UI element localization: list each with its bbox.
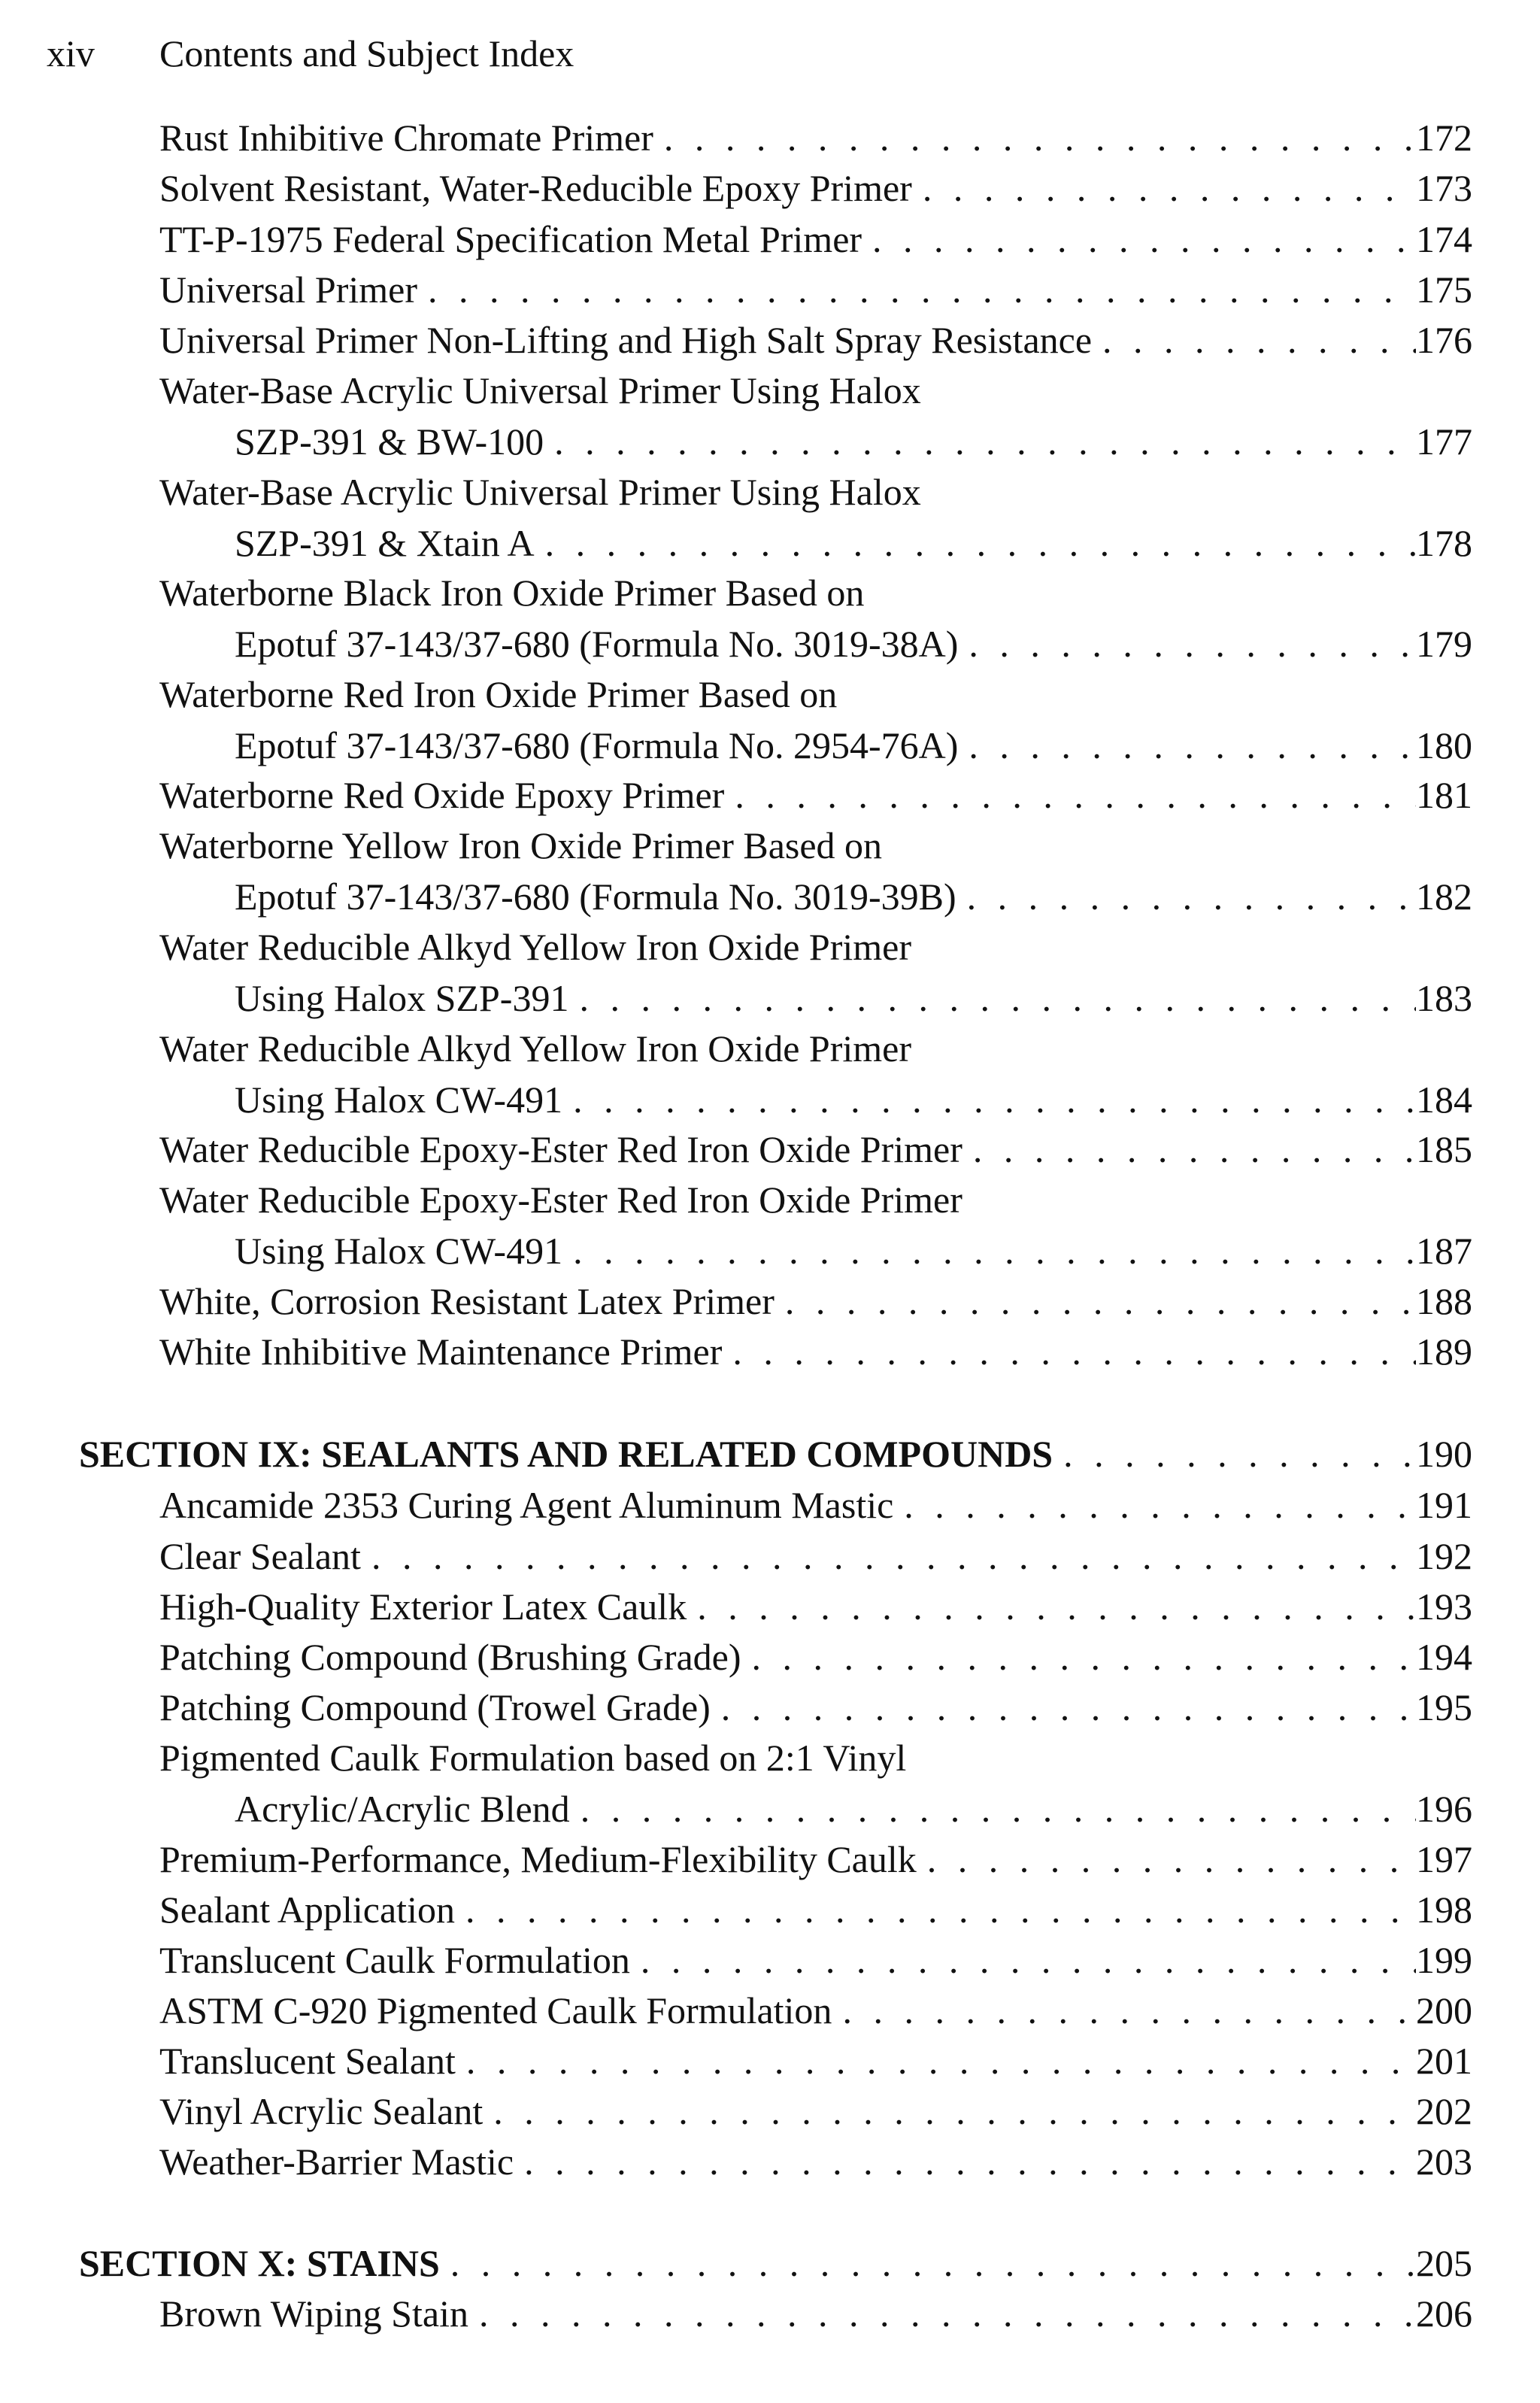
toc-page-number: 175 xyxy=(1416,269,1472,311)
toc-entry-title-continuation: Using Halox CW-491 xyxy=(235,1230,563,1272)
dot-leader xyxy=(361,1531,1416,1582)
dot-leader xyxy=(741,1631,1416,1682)
dot-leader xyxy=(862,214,1416,265)
toc-page-number: 192 xyxy=(1416,1535,1472,1577)
dot-leader xyxy=(711,1682,1416,1733)
toc-entry-title: Waterborne Yellow Iron Oxide Primer Based on xyxy=(159,824,883,866)
header-page-number: xiv xyxy=(47,32,95,74)
toc-entry xyxy=(159,162,1472,214)
toc-entry-title: Water Reducible Epoxy-Ester Red Iron Oxide Primer xyxy=(159,1128,962,1170)
toc-page-number: 193 xyxy=(1416,1585,1472,1628)
toc-page-number: 195 xyxy=(1416,1686,1472,1728)
toc-entry-title-continuation: Epotuf 37-143/37-680 (Formula No. 3019-38A) xyxy=(235,623,959,665)
toc-entry xyxy=(159,2288,1472,2339)
dot-leader xyxy=(724,769,1416,821)
toc-entry-title: Water-Base Acrylic Universal Primer Using Halox xyxy=(159,471,921,513)
dot-leader xyxy=(568,972,1416,1024)
toc-section-heading xyxy=(79,1428,1472,1479)
dot-leader xyxy=(440,2238,1416,2289)
toc-entry xyxy=(235,416,1472,467)
dot-leader xyxy=(417,264,1416,315)
toc-page-number: 177 xyxy=(1416,420,1472,463)
dot-leader xyxy=(570,1783,1416,1834)
running-header xyxy=(47,27,574,80)
toc-entry xyxy=(235,972,1472,1024)
toc-entry-title: Waterborne Red Iron Oxide Primer Based on xyxy=(159,673,838,715)
toc-entry-title: Solvent Resistant, Water-Reducible Epoxy Primer xyxy=(159,167,912,209)
toc-entry xyxy=(235,871,1472,922)
toc-entry-title-continuation: Using Halox SZP-391 xyxy=(235,977,569,1019)
toc-page-number: 189 xyxy=(1416,1330,1472,1373)
toc-entry xyxy=(159,1124,1472,1175)
dot-leader xyxy=(893,1479,1416,1531)
toc-entry xyxy=(159,1985,1472,2036)
toc-entry xyxy=(159,1276,1472,1327)
section-title: SECTION IX: SEALANTS AND RELATED COMPOUNDS xyxy=(79,1433,1053,1475)
dot-leader xyxy=(535,517,1416,569)
dot-leader xyxy=(958,618,1416,669)
toc-entry-title: High-Quality Exterior Latex Caulk xyxy=(159,1585,687,1628)
toc-page-number: 202 xyxy=(1416,2090,1472,2132)
toc-entry xyxy=(159,214,1472,265)
toc-entry xyxy=(159,1682,1472,1733)
toc-entry-title: Universal Primer xyxy=(159,269,417,311)
toc-page-number: 180 xyxy=(1416,724,1472,766)
toc-page-number: 205 xyxy=(1416,2242,1472,2284)
toc-entry-title: Vinyl Acrylic Sealant xyxy=(159,2090,484,2132)
toc-entry-title: Pigmented Caulk Formulation based on 2:1 Vinyl xyxy=(159,1737,907,1779)
dot-leader xyxy=(630,1934,1416,1986)
toc-entry-title-continuation: Acrylic/Acrylic Blend xyxy=(235,1788,570,1830)
toc-page-number: 199 xyxy=(1416,1939,1472,1981)
toc-entry-title: Water Reducible Epoxy-Ester Red Iron Oxide Primer xyxy=(159,1179,962,1221)
toc-entry-title: Translucent Caulk Formulation xyxy=(159,1939,630,1981)
dot-leader xyxy=(514,2136,1416,2187)
dot-leader xyxy=(455,1884,1416,1935)
toc-entry xyxy=(159,264,1472,315)
toc-page-number: 198 xyxy=(1416,1889,1472,1931)
toc-entry xyxy=(235,1074,1472,1125)
toc-page-number: 176 xyxy=(1416,319,1472,361)
dot-leader xyxy=(544,416,1416,467)
dot-leader xyxy=(562,1074,1416,1125)
toc-entry-title: White, Corrosion Resistant Latex Primer xyxy=(159,1280,775,1322)
toc-entry xyxy=(159,1631,1472,1682)
toc-entry-title: Water Reducible Alkyd Yellow Iron Oxide Primer xyxy=(159,926,911,968)
toc-entry-title: Rust Inhibitive Chromate Primer xyxy=(159,117,653,159)
dot-leader xyxy=(653,112,1416,163)
toc-entry-title: Translucent Sealant xyxy=(159,2040,456,2082)
toc-page-number: 203 xyxy=(1416,2141,1472,2183)
toc-entry xyxy=(235,1225,1472,1276)
toc-page-number: 179 xyxy=(1416,623,1472,665)
toc-page-number: 200 xyxy=(1416,1989,1472,2031)
dot-leader xyxy=(832,1985,1416,2036)
toc-entry-title-continuation: Using Halox CW-491 xyxy=(235,1079,563,1121)
dot-leader xyxy=(775,1276,1416,1327)
toc-entry xyxy=(159,1479,1472,1531)
toc-entry-title: Ancamide 2353 Curing Agent Aluminum Mastic xyxy=(159,1484,894,1526)
header-title: Contents and Subject Index xyxy=(159,32,574,74)
toc-page-number: 182 xyxy=(1416,875,1472,918)
toc-page-number: 173 xyxy=(1416,167,1472,209)
dot-leader xyxy=(912,162,1416,214)
dot-leader xyxy=(917,1834,1416,1885)
toc-page-number: 174 xyxy=(1416,218,1472,260)
toc-entry-title: ASTM C-920 Pigmented Caulk Formulation xyxy=(159,1989,832,2031)
toc-entry-title: Water Reducible Alkyd Yellow Iron Oxide Primer xyxy=(159,1027,911,1070)
toc-page-number: 194 xyxy=(1416,1636,1472,1678)
toc-entry xyxy=(159,1581,1472,1632)
toc-section-heading xyxy=(79,2238,1472,2289)
toc-entry xyxy=(235,1783,1472,1834)
toc-entry xyxy=(235,517,1472,569)
toc-page-number: 191 xyxy=(1416,1484,1472,1526)
toc-page-number: 201 xyxy=(1416,2040,1472,2082)
toc-page-number: 184 xyxy=(1416,1079,1472,1121)
toc-page-number: 197 xyxy=(1416,1838,1472,1880)
dot-leader xyxy=(483,2086,1416,2137)
toc-entry-title: Premium-Performance, Medium-Flexibility Caulk xyxy=(159,1838,917,1880)
toc-entry-title-continuation: SZP-391 & Xtain A xyxy=(235,522,535,564)
dot-leader xyxy=(722,1326,1416,1377)
toc-entry-title: Waterborne Red Oxide Epoxy Primer xyxy=(159,774,725,816)
toc-page-number: 178 xyxy=(1416,522,1472,564)
toc-page-number: 183 xyxy=(1416,977,1472,1019)
toc-entry-title: Weather-Barrier Mastic xyxy=(159,2141,514,2183)
toc-entry-title-continuation: Epotuf 37-143/37-680 (Formula No. 2954-76A) xyxy=(235,724,959,766)
toc-page-number: 190 xyxy=(1416,1433,1472,1475)
toc-entry xyxy=(235,618,1472,669)
toc-entry-title: Clear Sealant xyxy=(159,1535,361,1577)
toc-entry-title: White Inhibitive Maintenance Primer xyxy=(159,1330,723,1373)
toc-entry xyxy=(159,769,1472,821)
toc-entry-title-continuation: SZP-391 & BW-100 xyxy=(235,420,544,463)
dot-leader xyxy=(456,2035,1416,2086)
toc-page-number: 206 xyxy=(1416,2292,1472,2335)
toc-entry xyxy=(159,1934,1472,1986)
toc-entry xyxy=(159,1326,1472,1377)
toc-entry xyxy=(235,720,1472,771)
toc-page-number: 188 xyxy=(1416,1280,1472,1322)
toc-entry xyxy=(159,2086,1472,2137)
dot-leader xyxy=(468,2288,1416,2339)
toc-entry xyxy=(159,314,1472,366)
toc-entry-title: Patching Compound (Brushing Grade) xyxy=(159,1636,741,1678)
toc-entry-title: Sealant Application xyxy=(159,1889,455,1931)
dot-leader xyxy=(687,1581,1416,1632)
dot-leader xyxy=(1092,314,1416,366)
toc-entry xyxy=(159,1834,1472,1885)
toc-page-number: 187 xyxy=(1416,1230,1472,1272)
toc-entry-title: TT-P-1975 Federal Specification Metal Primer xyxy=(159,218,862,260)
toc-entry xyxy=(159,2136,1472,2187)
toc-entry-title: Universal Primer Non-Lifting and High Salt Spray Resistance xyxy=(159,319,1093,361)
toc-entry-title: Patching Compound (Trowel Grade) xyxy=(159,1686,711,1728)
toc-page-number: 172 xyxy=(1416,117,1472,159)
dot-leader xyxy=(956,871,1416,922)
toc-entry xyxy=(159,1531,1472,1582)
toc-entry xyxy=(159,2035,1472,2086)
toc-entry-title: Water-Base Acrylic Universal Primer Using Halox xyxy=(159,369,921,411)
dot-leader xyxy=(562,1225,1416,1276)
toc-entry xyxy=(159,112,1472,163)
toc-entry-title-continuation: Epotuf 37-143/37-680 (Formula No. 3019-39B) xyxy=(235,875,956,918)
toc-entry-title: Brown Wiping Stain xyxy=(159,2292,468,2335)
dot-leader xyxy=(1053,1428,1416,1479)
dot-leader xyxy=(962,1124,1416,1175)
toc-page-number: 185 xyxy=(1416,1128,1472,1170)
toc-page-number: 181 xyxy=(1416,774,1472,816)
toc-entry xyxy=(159,1884,1472,1935)
toc-page-number: 196 xyxy=(1416,1788,1472,1830)
dot-leader xyxy=(958,720,1416,771)
toc-entry-title: Waterborne Black Iron Oxide Primer Based on xyxy=(159,572,865,614)
section-title: SECTION X: STAINS xyxy=(79,2242,440,2284)
